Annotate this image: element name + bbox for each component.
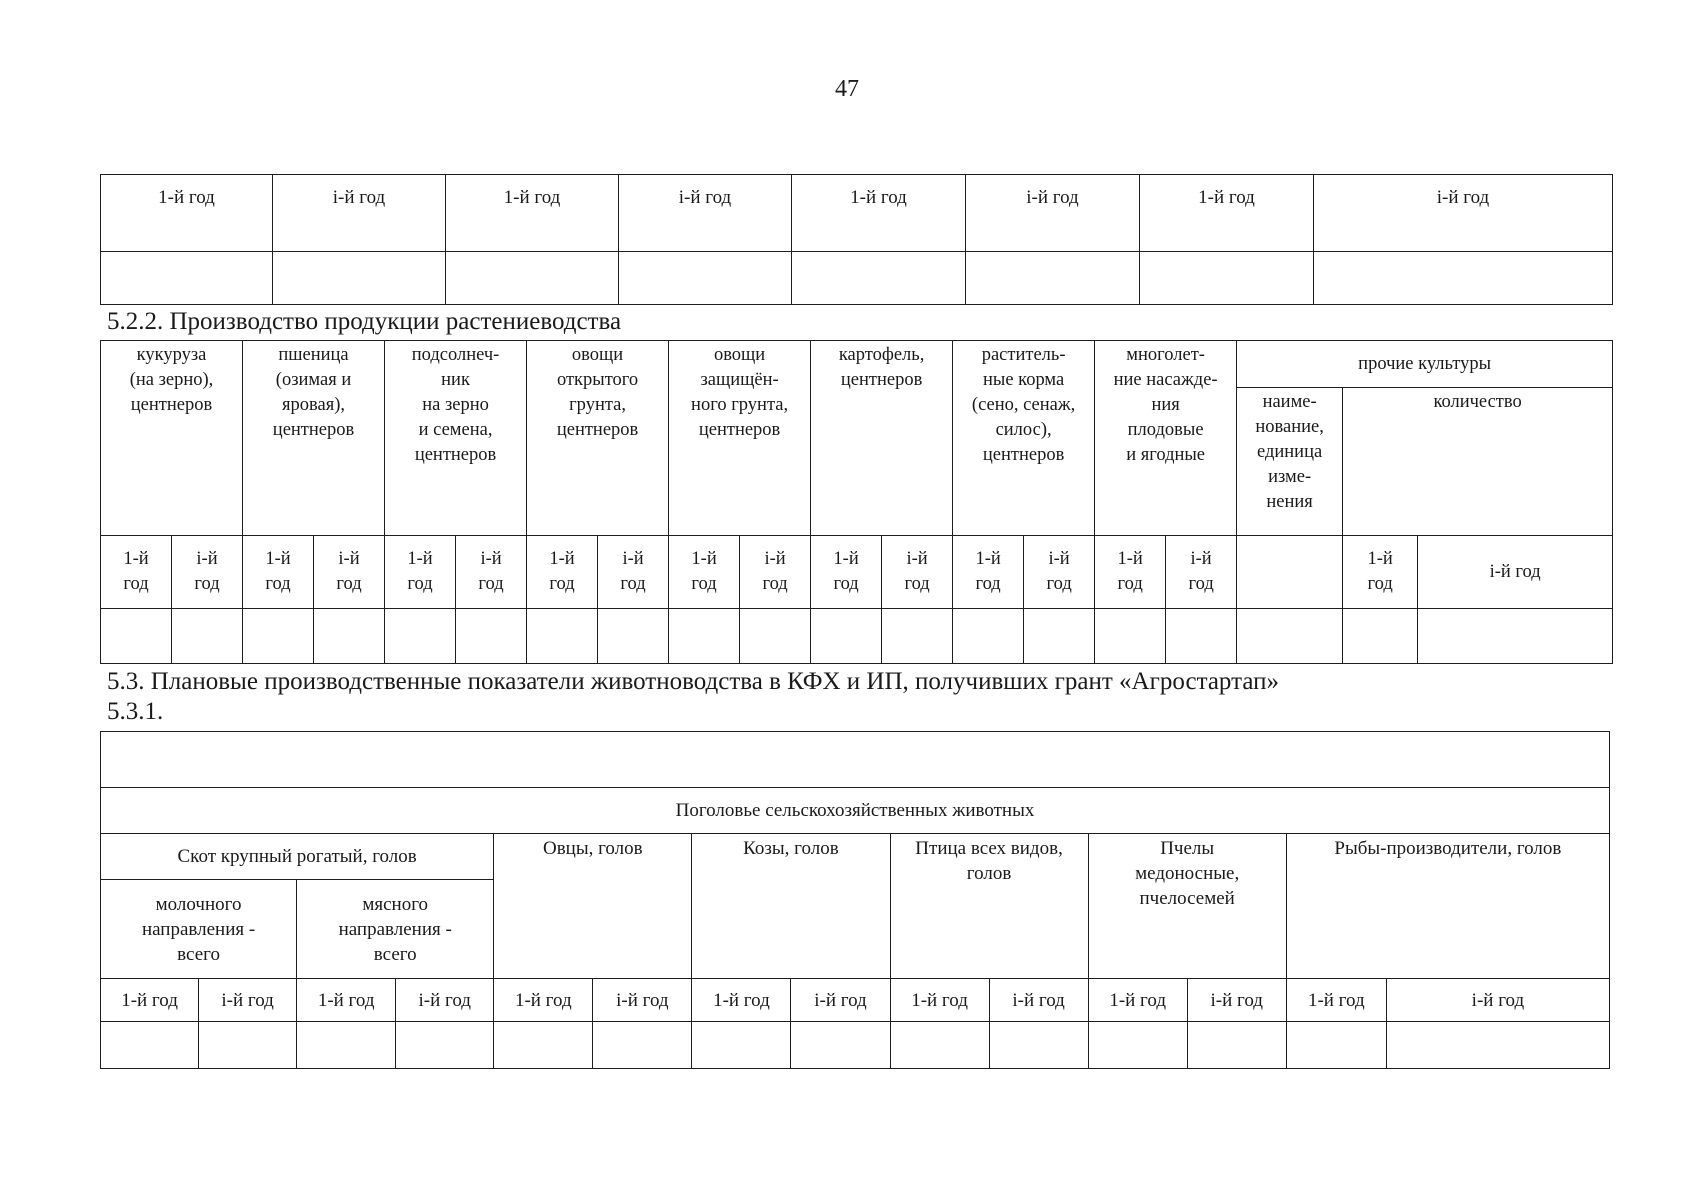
table-blank-header bbox=[101, 732, 1610, 788]
bees-header: Пчелы медоносные, пчелосемей bbox=[1088, 834, 1286, 979]
year-i: i-й год bbox=[456, 536, 527, 609]
table-cell bbox=[619, 252, 792, 305]
continued-table bbox=[100, 174, 1613, 305]
table-cell bbox=[101, 1022, 199, 1069]
year-first: 1-й год bbox=[890, 979, 989, 1022]
crop-column-wheat: пшеница (озимая и яровая), центнеров bbox=[243, 341, 385, 536]
other-crops-quantity: количество bbox=[1343, 388, 1613, 536]
table-cell bbox=[297, 1022, 396, 1069]
year-i: i-й год bbox=[593, 979, 692, 1022]
cattle-header: Скот крупный рогатый, голов bbox=[101, 834, 494, 880]
year-first: 1-й год bbox=[692, 979, 791, 1022]
year-first: 1-й год bbox=[101, 536, 172, 609]
year-first: 1-й год bbox=[953, 536, 1024, 609]
year-i: i-й год bbox=[791, 979, 890, 1022]
year-i: i-й год bbox=[172, 536, 243, 609]
table-cell bbox=[385, 609, 456, 664]
table-cell bbox=[692, 1022, 791, 1069]
year-header: 1-й год bbox=[446, 175, 619, 252]
year-header: 1-й год bbox=[792, 175, 966, 252]
table-cell bbox=[172, 609, 243, 664]
crop-production-table bbox=[100, 340, 1613, 664]
table-cell bbox=[1024, 609, 1095, 664]
year-i: i-й год bbox=[1024, 536, 1095, 609]
year-header: 1-й год bbox=[101, 175, 273, 252]
crop-column-feed: раститель- ные корма (сено, сенаж, силос), центнеров bbox=[953, 341, 1095, 536]
table-cell bbox=[966, 252, 1140, 305]
year-first: 1-й год bbox=[297, 979, 396, 1022]
year-first: 1-й год bbox=[385, 536, 456, 609]
goats-header: Козы, голов bbox=[692, 834, 890, 979]
year-i: i-й год bbox=[989, 979, 1088, 1022]
table-cell bbox=[494, 1022, 593, 1069]
table-cell bbox=[811, 609, 882, 664]
year-i: i-й год bbox=[598, 536, 669, 609]
table-cell bbox=[1166, 609, 1237, 664]
table-cell bbox=[1088, 1022, 1187, 1069]
table-cell bbox=[101, 609, 172, 664]
year-i: i-й год bbox=[740, 536, 811, 609]
year-first: 1-й год bbox=[1088, 979, 1187, 1022]
table-cell bbox=[791, 1022, 890, 1069]
year-i: i-й год bbox=[314, 536, 385, 609]
year-first: 1-й год bbox=[527, 536, 598, 609]
section-title-5-2-2: 5.2.2. Производство продукции растениеводства bbox=[107, 308, 622, 335]
crop-column-potatoes: картофель, центнеров bbox=[811, 341, 953, 536]
table-cell bbox=[243, 609, 314, 664]
table-cell bbox=[1314, 252, 1613, 305]
year-first: 1-й год bbox=[1286, 979, 1386, 1022]
year-header: i-й год bbox=[273, 175, 446, 252]
table-cell bbox=[456, 609, 527, 664]
year-first: 1-й год bbox=[811, 536, 882, 609]
year-i: i-й год bbox=[199, 979, 297, 1022]
year-i: i-й год bbox=[396, 979, 494, 1022]
section-title-5-3: 5.3. Плановые производственные показатели животноводства в КФХ и ИП, получивших грант «Агростартап» bbox=[107, 668, 1279, 695]
cattle-meat-header: мясного направления - всего bbox=[297, 880, 494, 979]
table-cell bbox=[1187, 1022, 1286, 1069]
crop-column-perennial: многолет- ние насажде- ния плодовые и ягодные bbox=[1095, 341, 1237, 536]
table-cell bbox=[598, 609, 669, 664]
table-cell bbox=[396, 1022, 494, 1069]
year-first: 1-й год bbox=[1095, 536, 1166, 609]
year-i: i-й год bbox=[1187, 979, 1286, 1022]
crop-column-open-vegetables: овощи открытого грунта, центнеров bbox=[527, 341, 669, 536]
year-i: i-й год bbox=[1166, 536, 1237, 609]
livestock-table bbox=[100, 731, 1610, 1069]
crop-column-protected-vegetables: овощи защищён- ного грунта, центнеров bbox=[669, 341, 811, 536]
table-cell bbox=[527, 609, 598, 664]
year-first: 1-й год bbox=[494, 979, 593, 1022]
year-header: i-й год bbox=[1314, 175, 1613, 252]
year-i: i-й год bbox=[1386, 979, 1609, 1022]
table-cell bbox=[953, 609, 1024, 664]
year-first: 1-й год bbox=[669, 536, 740, 609]
table-cell bbox=[199, 1022, 297, 1069]
table-cell bbox=[669, 609, 740, 664]
table-cell bbox=[989, 1022, 1088, 1069]
crop-column-sunflower: подсолнеч- ник на зерно и семена, центнеров bbox=[385, 341, 527, 536]
table-cell bbox=[314, 609, 385, 664]
table-cell bbox=[1140, 252, 1314, 305]
section-subtitle-5-3-1: 5.3.1. bbox=[107, 698, 164, 725]
year-i: i-й год bbox=[1418, 536, 1613, 609]
table-cell bbox=[1286, 1022, 1386, 1069]
table-cell bbox=[1418, 609, 1613, 664]
table-cell bbox=[446, 252, 619, 305]
year-i: i-й год bbox=[882, 536, 953, 609]
year-first: 1-й год bbox=[243, 536, 314, 609]
table-cell bbox=[1343, 609, 1418, 664]
cattle-dairy-header: молочного направления - всего bbox=[101, 880, 297, 979]
table-cell bbox=[1095, 609, 1166, 664]
other-crops-header: прочие культуры bbox=[1237, 341, 1613, 388]
page-number: 47 bbox=[835, 76, 859, 102]
table-cell bbox=[882, 609, 953, 664]
table-cell bbox=[273, 252, 446, 305]
crop-column-corn: кукуруза (на зерно), центнеров bbox=[101, 341, 243, 536]
table-cell bbox=[101, 252, 273, 305]
table-cell bbox=[792, 252, 966, 305]
table-cell bbox=[1237, 536, 1343, 609]
fish-header: Рыбы-производители, голов bbox=[1286, 834, 1609, 979]
year-header: 1-й год bbox=[1140, 175, 1314, 252]
table-cell bbox=[1386, 1022, 1609, 1069]
year-header: i-й год bbox=[619, 175, 792, 252]
year-header: i-й год bbox=[966, 175, 1140, 252]
table-cell bbox=[1237, 609, 1343, 664]
table-cell bbox=[890, 1022, 989, 1069]
other-crops-name-unit: наиме- нование, единица изме- нения bbox=[1237, 388, 1343, 536]
sheep-header: Овцы, голов bbox=[494, 834, 692, 979]
table-cell bbox=[740, 609, 811, 664]
year-first: 1-й год bbox=[1343, 536, 1418, 609]
year-first: 1-й год bbox=[101, 979, 199, 1022]
livestock-header: Поголовье сельскохозяйственных животных bbox=[101, 788, 1610, 834]
poultry-header: Птица всех видов, голов bbox=[890, 834, 1088, 979]
table-cell bbox=[593, 1022, 692, 1069]
